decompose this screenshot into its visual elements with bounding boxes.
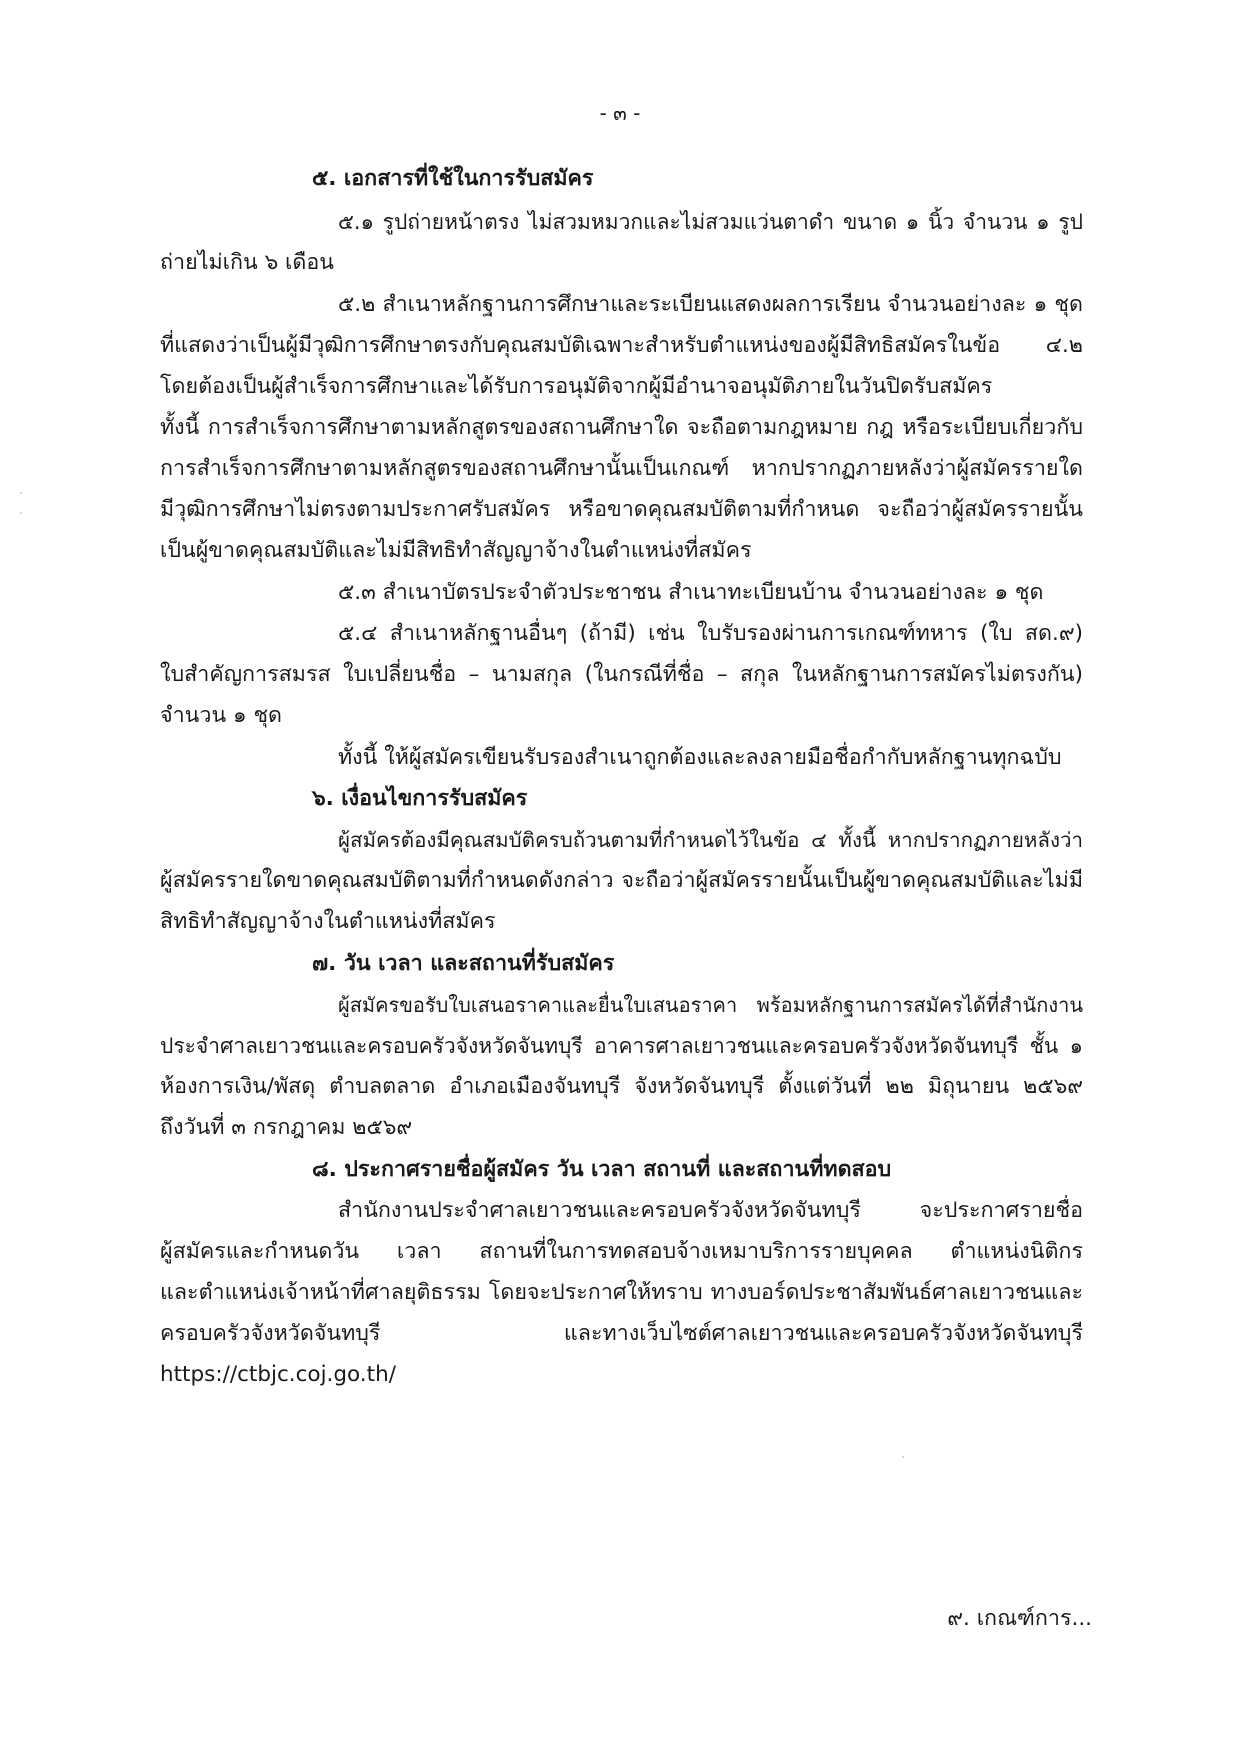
section-8-line-4: ครอบครัวจังหวัดจันทบุรี และทางเว็บไซต์ศาลเยาวชนและครอบครัวจังหวัดจันทบุรี [160,1321,1083,1346]
scan-speck [902,1456,904,1458]
section-5-4-line-2: ใบสำคัญการสมรส ใบเปลี่ยนชื่อ – นามสกุล (ในกรณีที่ชื่อ – สกุล ในหลักฐานการสมัครไม่ตรงกัน) [160,662,1083,687]
next-page-continuation: ๙. เกณฑ์การ... [947,1606,1092,1631]
section-6-heading: ๖. เงื่อนไขการรับสมัคร [312,786,528,811]
section-5-2-line-5: การสำเร็จการศึกษาตามหลักสูตรของสถานศึกษานั้นเป็นเกณฑ์ หากปรากฏภายหลังว่าผู้สมัครรายใด [160,456,1083,481]
section-5-1-line-2: ถ่ายไม่เกิน ๖ เดือน [160,250,334,275]
section-5-2-line-4: ทั้งนี้ การสำเร็จการศึกษาตามหลักสูตรของสถานศึกษาใด จะถือตามกฎหมาย กฎ หรือระเบียบเกี่ยวกับ [160,415,1083,440]
section-7-line-3: ห้องการเงิน/พัสดุ ตำบลตลาด อำเภอเมืองจันทบุรี จังหวัดจันทบุรี ตั้งแต่วันที่ ๒๒ มิถุนายน ๒๕๖๙ [160,1074,1083,1099]
section-8-line-2: ผู้สมัครและกำหนดวัน เวลา สถานที่ในการทดสอบจ้างเหมาบริการรายบุคคล ตำแหน่งนิติกร [160,1239,1083,1264]
section-5-2-line-6: มีวุฒิการศึกษาไม่ตรงตามประกาศรับสมัคร หรือขาดคุณสมบัติตามที่กำหนด จะถือว่าผู้สมัครรายนั้น [160,497,1083,522]
section-5-2-line-2: ที่แสดงว่าเป็นผู้มีวุฒิการศึกษาตรงกับคุณสมบัติเฉพาะสำหรับตำแหน่งของผู้มีสิทธิสมัครในข้อ ๔.๒ [160,333,1083,358]
section-6-line-3: สิทธิทำสัญญาจ้างในตำแหน่งที่สมัคร [160,909,496,934]
section-7-line-1: ผู้สมัครขอรับใบเสนอราคาและยื่นใบเสนอราคา พร้อมหลักฐานการสมัครได้ที่สำนักงาน [338,993,1083,1017]
page-number: - ๓ - [599,101,641,125]
section-8-url-link[interactable]: https://ctbjc.coj.go.th/ [160,1362,396,1387]
section-5-2-line-7: เป็นผู้ขาดคุณสมบัติและไม่มีสิทธิทำสัญญาจ้างในตำแหน่งที่สมัคร [160,538,752,563]
section-7-line-2: ประจำศาลเยาวชนและครอบครัวจังหวัดจันทบุรี อาคารศาลเยาวชนและครอบครัวจังหวัดจันทบุรี ชั้น ๑ [160,1034,1083,1058]
section-5-4-line-1: ๕.๔ สำเนาหลักฐานอื่นๆ (ถ้ามี) เช่น ใบรับรองผ่านการเกณฑ์ทหาร (ใบ สด.๙) [338,621,1083,646]
section-6-line-1: ผู้สมัครต้องมีคุณสมบัติครบถ้วนตามที่กำหนดไว้ในข้อ ๔ ทั้งนี้ หากปรากฏภายหลังว่า [338,828,1083,852]
section-6-line-2: ผู้สมัครรายใดขาดคุณสมบัติตามที่กำหนดดังกล่าว จะถือว่าผู้สมัครรายนั้นเป็นผู้ขาดคุณสมบัติและไม่มี [160,868,1083,893]
section-5-1-line-1: ๕.๑ รูปถ่ายหน้าตรง ไม่สวมหมวกและไม่สวมแว่นตาดำ ขนาด ๑ นิ้ว จำนวน ๑ รูป [338,210,1083,234]
section-8-heading: ๘. ประกาศรายชื่อผู้สมัคร วัน เวลา สถานที่ และสถานที่ทดสอบ [312,1157,892,1182]
section-5-heading: ๕. เอกสารที่ใช้ในการรับสมัคร [312,166,594,191]
section-5-3-line-1: ๕.๓ สำเนาบัตรประจำตัวประชาชน สำเนาทะเบียนบ้าน จำนวนอย่างละ ๑ ชุด [338,580,1044,605]
section-5-2-line-1: ๕.๒ สำเนาหลักฐานการศึกษาและระเบียนแสดงผลการเรียน จำนวนอย่างละ ๑ ชุด [338,292,1083,317]
section-5-2-line-3: โดยต้องเป็นผู้สำเร็จการศึกษาและได้รับการอนุมัติจากผู้มีอำนาจอนุมัติภายในวันปิดรับสมัคร [160,374,993,399]
scan-speck [20,492,22,494]
scan-speck [20,512,22,514]
section-8-line-3: และตำแหน่งเจ้าหน้าที่ศาลยุติธรรม โดยจะประกาศให้ทราบ ทางบอร์ดประชาสัมพันธ์ศาลเยาวชนและ [160,1280,1083,1305]
section-5-note: ทั้งนี้ ให้ผู้สมัครเขียนรับรองสำเนาถูกต้องและลงลายมือชื่อกำกับหลักฐานทุกฉบับ [338,745,1062,770]
section-5-4-line-3: จำนวน ๑ ชุด [160,703,283,728]
section-8-line-1: สำนักงานประจำศาลเยาวชนและครอบครัวจังหวัดจันทบุรี จะประกาศรายชื่อ [338,1198,1083,1223]
section-7-heading: ๗. วัน เวลา และสถานที่รับสมัคร [312,951,615,976]
section-7-line-4: ถึงวันที่ ๓ กรกฎาคม ๒๕๖๙ [160,1115,413,1140]
